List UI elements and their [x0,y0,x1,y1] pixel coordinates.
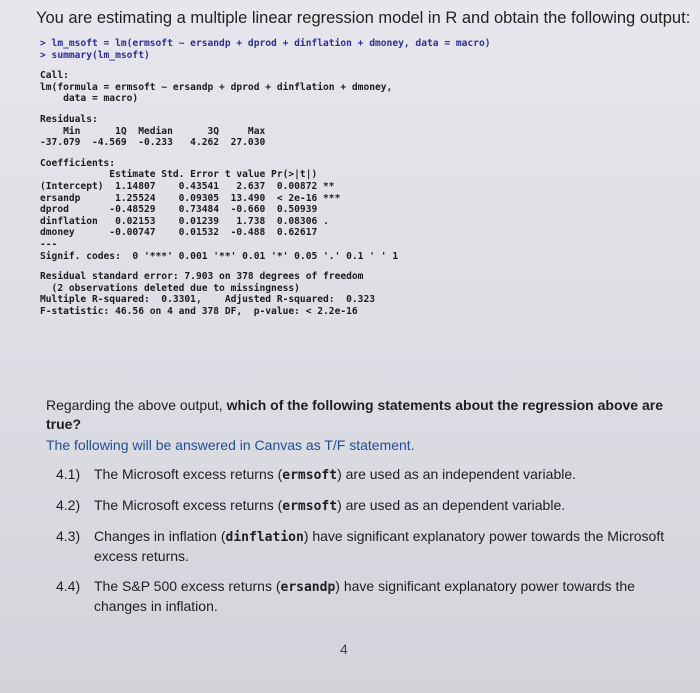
statement-text-pre: The Microsoft excess returns ( [94,466,283,482]
coefficient-row-intercept: (Intercept) 1.14807 0.43541 2.637 0.00872 ** [40,180,335,192]
missingness-note: (2 observations deleted due to missingness) [40,282,300,294]
coefficient-row-dmoney: dmoney -0.00747 0.01532 -0.488 0.62617 [40,227,318,239]
r-output-block [40,38,660,317]
question-lead [46,396,666,434]
variable-code: ersandp [280,580,336,595]
coefficients-header: Coefficients: [40,157,116,169]
spacer [40,61,660,70]
r-command: > summary(lm_msoft) [40,49,150,61]
r-command: > lm_msoft = lm(ermsoft ~ ersandp + dprod + dinflation + dmoney, data = macro) [40,38,491,49]
coefficient-row-dprod: dprod -0.48529 0.73484 -0.660 0.50939 [40,204,318,216]
statement-text-post: ) are used as an independent variable. [337,466,577,482]
signif-codes: Signif. codes: 0 '***' 0.001 '**' 0.01 '*' 0.05 '.' 0.1 ' ' 1 [40,250,399,262]
statement-text-pre: Changes in inflation ( [94,528,226,544]
spacer [40,262,660,271]
canvas-note: The following will be answered in Canvas as T/F statement. [46,437,415,453]
residual-std-error: Residual standard error: 7.903 on 378 degrees of freedom [40,271,364,283]
statement-text-post: ) have significant explanatory power towards the changes in inflation. [94,578,635,614]
call-line: lm(formula = ermsoft ~ ersandp + dprod + dinflation + dmoney, [40,81,393,93]
variable-code: ermsoft [282,499,338,514]
statement-text-post: ) have significant explanatory power towards the Microsoft excess returns. [94,528,665,564]
statement-number: 4.1) [56,466,81,482]
variable-code: dinflation [225,530,304,545]
variable-code: ermsoft [282,468,338,483]
intro-text: You are estimating a multiple linear regression model in R and obtain the following output: [36,9,691,27]
question-lead-plain: Regarding the above output, [46,397,227,413]
statement-number: 4.4) [56,578,81,594]
separator-line: --- [40,238,58,250]
statement-text-pre: The S&P 500 excess returns ( [94,578,281,594]
statement-4-1 [56,465,666,485]
spacer [40,105,660,114]
statement-4-2 [56,496,666,516]
question-lead-bold: which of the following statements about the regression above are true? [46,397,663,432]
r-squared-line: Multiple R-squared: 0.3301, Adjusted R-squared: 0.323 [40,294,376,306]
statement-text-pre: The Microsoft excess returns ( [94,497,283,513]
f-statistic-line: F-statistic: 46.56 on 4 and 378 DF, p-value: < 2.2e-16 [40,305,358,317]
coefficient-row-ersandp: ersandp 1.25524 0.09305 13.490 < 2e-16 *** [40,192,341,204]
coefficients-columns: Estimate Std. Error t value Pr(>|t|) [40,169,318,181]
residuals-labels: Min 1Q Median 3Q Max [40,125,266,137]
statement-4-3 [56,527,666,566]
call-header: Call: [40,70,69,82]
statement-4-4 [56,577,666,616]
residuals-values: -37.079 -4.569 -0.233 4.262 27.030 [40,137,266,149]
question-block [46,396,666,627]
statement-list [46,465,666,616]
statement-text [94,465,666,485]
statement-text [94,527,666,566]
residuals-header: Residuals: [40,113,98,125]
coefficient-row-dinflation: dinflation 0.02153 0.01239 1.738 0.08306 . [40,215,329,227]
statement-text-post: ) are used as an dependent variable. [337,497,566,513]
call-line: data = macro) [40,93,139,105]
statement-text [94,577,666,616]
statement-number: 4.3) [56,528,81,544]
statement-number: 4.2) [56,497,81,513]
statement-text [94,496,666,516]
page-number: 4 [340,641,348,657]
spacer [40,149,660,158]
